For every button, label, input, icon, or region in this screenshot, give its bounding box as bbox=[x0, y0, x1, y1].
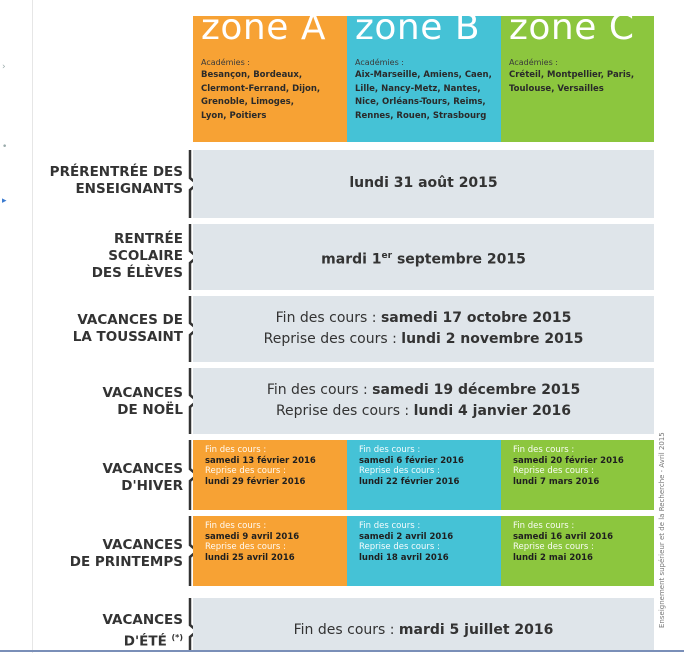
fin-label: Fin des cours : bbox=[359, 445, 421, 455]
credit-text: Enseignement supérieur et de la Recherche - Avril 2015 bbox=[658, 432, 666, 628]
edge-chevron-icon: › bbox=[2, 62, 6, 72]
row-label-printemps bbox=[38, 537, 183, 571]
reprise-date: lundi 18 avril 2016 bbox=[359, 552, 449, 563]
row-label-line: DE PRINTEMPS bbox=[69, 554, 183, 570]
reprise-date: lundi 4 janvier 2016 bbox=[413, 403, 572, 419]
reprise-date: lundi 29 février 2016 bbox=[205, 476, 306, 487]
row-label-line: VACANCES bbox=[102, 612, 183, 628]
fin-label: Fin des cours : bbox=[359, 521, 421, 531]
zone-a-line: Besançon, Bordeaux, bbox=[201, 70, 303, 80]
hiver-zone-b bbox=[347, 440, 501, 510]
hiver-zone-c bbox=[501, 440, 654, 510]
zone-a-line: Lyon, Poitiers bbox=[201, 110, 267, 121]
zone-b-header bbox=[347, 7, 501, 142]
zone-c-title: zone C bbox=[509, 7, 635, 48]
fin-label: Fin des cours : bbox=[266, 382, 373, 398]
fin-date: mardi 5 juillet 2016 bbox=[398, 622, 554, 638]
zone-c-academies-label: Académies : bbox=[509, 58, 558, 67]
band-rentree bbox=[193, 224, 654, 290]
row-label-line: VACANCES DE bbox=[77, 312, 183, 328]
zone-a-academies-label: Académies : bbox=[201, 58, 250, 67]
prerentree-date: lundi 31 août 2015 bbox=[349, 175, 498, 191]
band-hiver bbox=[193, 440, 654, 510]
row-label-toussaint bbox=[38, 312, 183, 346]
row-label-line: RENTRÉE bbox=[114, 231, 183, 247]
row-label-ete-text: D'ÉTÉ bbox=[123, 633, 167, 650]
reprise-date: lundi 2 mai 2016 bbox=[513, 552, 593, 563]
rentree-date-sup: er bbox=[381, 251, 393, 261]
row-label-line: PRÉRENTRÉE DES bbox=[49, 164, 183, 180]
rentree-date-month: septembre 2015 bbox=[392, 251, 526, 268]
band-prerentree bbox=[193, 150, 654, 218]
hiver-zone-a bbox=[193, 440, 347, 510]
zone-b-title: zone B bbox=[355, 7, 481, 48]
fin-label: Fin des cours : bbox=[275, 310, 381, 326]
row-label-line: D'HIVER bbox=[121, 478, 183, 494]
edge-dot-icon: • bbox=[2, 142, 8, 152]
side-credit bbox=[654, 420, 668, 630]
zone-c-academies bbox=[509, 69, 654, 96]
zone-b-line: Rennes, Rouen, Strasbourg bbox=[355, 110, 487, 121]
reprise-date: lundi 22 février 2016 bbox=[359, 476, 460, 487]
zone-a-line: Clermont-Ferrand, Dijon, bbox=[201, 83, 321, 94]
zone-a-title: zone A bbox=[201, 7, 326, 48]
reprise-label: Reprise des cours : bbox=[359, 542, 440, 553]
reprise-date: lundi 2 novembre 2015 bbox=[401, 331, 584, 347]
row-label-line: LA TOUSSAINT bbox=[72, 329, 183, 345]
edge-arrow-icon: ▸ bbox=[2, 196, 7, 206]
row-label-line: SCOLAIRE bbox=[108, 248, 183, 264]
row-label-ete bbox=[38, 612, 183, 651]
fin-date: samedi 6 février 2016 bbox=[359, 455, 464, 466]
toussaint-fin bbox=[193, 308, 654, 329]
row-label-noel bbox=[38, 385, 183, 419]
row-label-line: VACANCES bbox=[102, 461, 183, 477]
reprise-label: Reprise des cours : bbox=[205, 466, 286, 477]
reprise-date: lundi 25 avril 2016 bbox=[205, 552, 295, 563]
zone-c-line: Créteil, Montpellier, Paris, bbox=[509, 70, 635, 80]
fin-date: samedi 9 avril 2016 bbox=[205, 531, 300, 542]
row-label-line: DE NOËL bbox=[117, 402, 183, 418]
zone-b-line: Nice, Orléans-Tours, Reims, bbox=[355, 97, 486, 107]
reprise-date: lundi 7 mars 2016 bbox=[513, 476, 600, 487]
fin-label: Fin des cours : bbox=[293, 622, 399, 638]
printemps-zone-b bbox=[347, 516, 501, 586]
bottom-divider bbox=[0, 650, 684, 652]
fin-label: Fin des cours : bbox=[513, 445, 575, 455]
row-label-hiver bbox=[38, 461, 183, 495]
band-toussaint bbox=[193, 296, 654, 362]
row-label-rentree bbox=[38, 231, 183, 282]
printemps-zone-c bbox=[501, 516, 654, 586]
band-noel bbox=[193, 368, 654, 434]
reprise-label: Reprise des cours : bbox=[513, 542, 594, 553]
zone-b-academies bbox=[355, 69, 501, 123]
reprise-label: Reprise des cours : bbox=[275, 403, 414, 419]
row-label-prerentree bbox=[38, 164, 183, 198]
ete-fin bbox=[193, 620, 654, 641]
fin-date: samedi 20 février 2016 bbox=[513, 455, 624, 466]
rentree-date bbox=[193, 246, 654, 271]
fin-label: Fin des cours : bbox=[205, 445, 267, 455]
row-label-line: DES ÉLÈVES bbox=[91, 265, 183, 281]
fin-label: Fin des cours : bbox=[513, 521, 575, 531]
band-ete bbox=[193, 598, 654, 650]
reprise-label: Reprise des cours : bbox=[513, 466, 594, 477]
fin-date: samedi 13 février 2016 bbox=[205, 455, 316, 466]
zone-b-line: Lille, Nancy-Metz, Nantes, bbox=[355, 83, 481, 94]
band-printemps bbox=[193, 516, 654, 586]
noel-fin bbox=[193, 380, 654, 401]
fin-date: samedi 17 octobre 2015 bbox=[380, 310, 572, 326]
zone-a-line: Grenoble, Limoges, bbox=[201, 97, 294, 107]
reprise-label: Reprise des cours : bbox=[263, 331, 402, 347]
zone-c-header bbox=[501, 7, 654, 142]
reprise-label: Reprise des cours : bbox=[359, 466, 440, 477]
zone-b-academies-label: Académies : bbox=[355, 58, 404, 67]
fin-date: samedi 16 avril 2016 bbox=[513, 531, 614, 542]
row-label-line: ENSEIGNANTS bbox=[75, 181, 183, 197]
zone-c-line: Toulouse, Versailles bbox=[509, 83, 604, 94]
fin-date: samedi 19 décembre 2015 bbox=[372, 382, 581, 398]
left-gutter-line bbox=[32, 0, 33, 653]
fin-date: samedi 2 avril 2016 bbox=[359, 531, 454, 542]
row-label-line: VACANCES bbox=[102, 385, 183, 401]
toussaint-reprise bbox=[193, 329, 654, 350]
zone-b-line: Aix-Marseille, Amiens, Caen, bbox=[355, 70, 492, 80]
row-label-line: VACANCES bbox=[102, 537, 183, 553]
reprise-label: Reprise des cours : bbox=[205, 542, 286, 553]
fin-label: Fin des cours : bbox=[205, 521, 267, 531]
printemps-zone-a bbox=[193, 516, 347, 586]
rentree-date-day: mardi 1 bbox=[321, 251, 382, 268]
row-label-line bbox=[38, 629, 183, 651]
zone-a-header bbox=[193, 7, 347, 142]
zone-a-academies bbox=[201, 69, 347, 123]
footnote-marker: (*) bbox=[171, 633, 183, 642]
noel-reprise bbox=[193, 401, 654, 422]
